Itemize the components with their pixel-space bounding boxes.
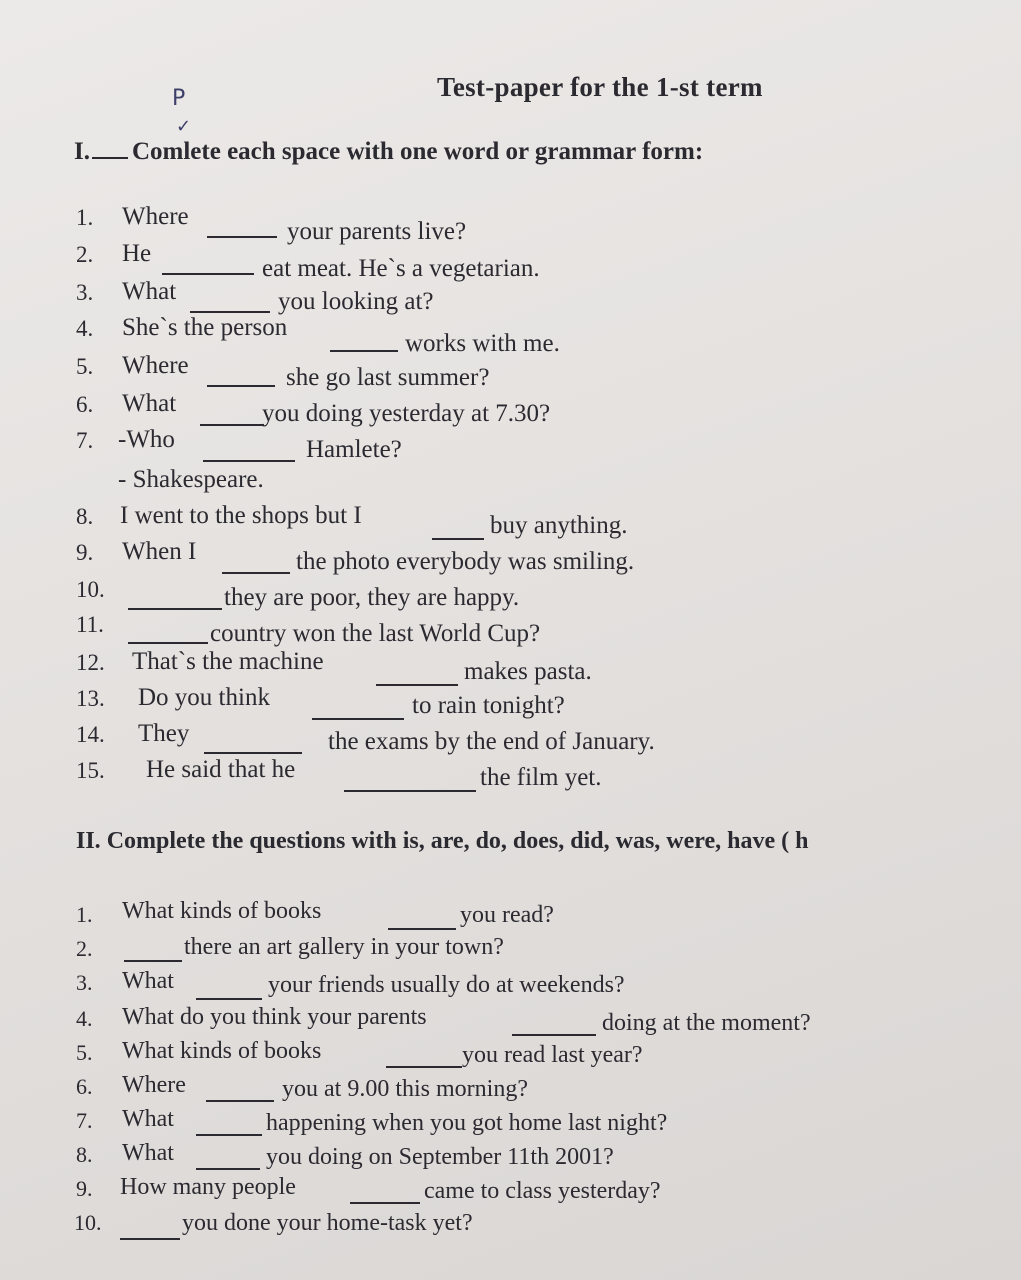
item-number: 8. xyxy=(76,1142,93,1167)
item-after: your parents live? xyxy=(287,218,467,245)
item-before: What xyxy=(122,968,174,994)
item-number: 1. xyxy=(76,902,93,927)
item-after: happening when you got home last night? xyxy=(266,1110,668,1136)
answer-blank[interactable] xyxy=(376,684,458,686)
answer-blank[interactable] xyxy=(432,538,484,540)
answer-blank[interactable] xyxy=(222,572,290,574)
item-after: doing at the moment? xyxy=(602,1010,811,1036)
item-answer-line: - Shakespeare. xyxy=(118,466,264,493)
answer-blank[interactable] xyxy=(204,752,302,754)
answer-blank[interactable] xyxy=(128,642,208,644)
answer-blank[interactable] xyxy=(128,608,222,610)
answer-blank[interactable] xyxy=(312,718,404,720)
item-number: 13. xyxy=(76,686,105,711)
item-before: What xyxy=(122,390,177,417)
item-number: 12. xyxy=(76,650,105,675)
item-number: 7. xyxy=(76,428,94,453)
item-after: she go last summer? xyxy=(286,364,490,391)
item-before: Where xyxy=(122,352,189,379)
item-before: That`s the machine xyxy=(132,648,324,675)
item-number: 11. xyxy=(76,612,104,637)
answer-blank[interactable] xyxy=(388,928,456,930)
item-after: the photo everybody was smiling. xyxy=(296,548,635,575)
answer-blank[interactable] xyxy=(207,236,277,238)
section1-label: I. xyxy=(74,138,90,165)
item-number: 2. xyxy=(76,242,94,267)
item-before: What xyxy=(122,1140,174,1166)
item-before: He xyxy=(122,240,152,267)
item-number: 3. xyxy=(76,970,93,995)
item-number: 10. xyxy=(74,1210,102,1235)
item-after: the exams by the end of January. xyxy=(328,728,655,755)
item-after: they are poor, they are happy. xyxy=(224,584,520,611)
item-before: Where xyxy=(122,1072,186,1098)
item-after: you doing yesterday at 7.30? xyxy=(262,400,551,427)
answer-blank[interactable] xyxy=(344,790,476,792)
item-after: makes pasta. xyxy=(464,658,592,685)
item-before: What xyxy=(122,1106,174,1132)
item-after: eat meat. He`s a vegetarian. xyxy=(262,255,540,282)
answer-blank[interactable] xyxy=(207,385,275,387)
section2-heading xyxy=(76,828,809,855)
answer-blank[interactable] xyxy=(120,1238,180,1240)
item-number: 10. xyxy=(76,577,105,602)
answer-blank[interactable] xyxy=(190,311,270,313)
item-after: you looking at? xyxy=(278,288,434,315)
item-after: works with me. xyxy=(405,330,560,357)
item-before: I went to the shops but I xyxy=(120,502,362,529)
item-after: you read? xyxy=(460,902,554,928)
item-after: you done your home-task yet? xyxy=(182,1210,473,1236)
teacher-mark: P xyxy=(172,86,186,111)
section2-label: II. xyxy=(76,828,101,854)
section1-heading xyxy=(74,138,703,166)
item-number: 6. xyxy=(76,1074,93,1099)
item-after: you read last year? xyxy=(462,1042,643,1068)
item-number: 9. xyxy=(76,540,94,565)
section1-instruction: Comlete each space with one word or grammar form: xyxy=(131,138,704,165)
item-number: 14. xyxy=(76,722,105,747)
item-before: What do you think your parents xyxy=(122,1004,427,1030)
item-after: the film yet. xyxy=(480,764,602,791)
item-before: -Who xyxy=(118,426,175,453)
item-after: you at 9.00 this morning? xyxy=(282,1076,528,1102)
item-number: 9. xyxy=(76,1176,93,1201)
item-number: 4. xyxy=(76,316,94,341)
item-number: 5. xyxy=(76,354,94,379)
item-number: 5. xyxy=(76,1040,93,1065)
item-number: 7. xyxy=(76,1108,93,1133)
item-before: Where xyxy=(122,203,189,230)
item-after: to rain tonight? xyxy=(412,692,565,719)
item-after: there an art gallery in your town? xyxy=(184,934,504,960)
answer-blank[interactable] xyxy=(330,350,398,352)
answer-blank[interactable] xyxy=(350,1202,420,1204)
item-after: came to class yesterday? xyxy=(424,1178,661,1204)
item-before: What kinds of books xyxy=(122,898,322,924)
item-number: 8. xyxy=(76,504,94,529)
answer-blank[interactable] xyxy=(162,273,254,275)
item-before: How many people xyxy=(120,1174,296,1200)
answer-blank[interactable] xyxy=(196,1168,260,1170)
item-after: buy anything. xyxy=(490,512,628,539)
item-before: He said that he xyxy=(146,756,296,783)
item-after: you doing on September 11th 2001? xyxy=(266,1144,614,1170)
answer-blank[interactable] xyxy=(206,1100,274,1102)
check-mark-icon: ✓ xyxy=(176,116,192,137)
item-after: your friends usually do at weekends? xyxy=(268,972,625,998)
section2-instruction: Complete the questions with is, are, do, does, did, was, were, have ( h xyxy=(106,828,809,854)
answer-blank[interactable] xyxy=(124,960,182,962)
item-number: 6. xyxy=(76,392,94,417)
answer-blank[interactable] xyxy=(203,460,295,462)
item-number: 15. xyxy=(76,758,105,783)
answer-blank[interactable] xyxy=(512,1034,596,1036)
item-number: 2. xyxy=(76,936,93,961)
item-after: country won the last World Cup? xyxy=(210,620,541,647)
answer-blank[interactable] xyxy=(200,424,264,426)
item-before: They xyxy=(138,720,190,747)
item-before: She`s the person xyxy=(122,314,288,341)
item-number: 1. xyxy=(76,205,94,230)
item-before: When I xyxy=(122,538,197,565)
answer-blank[interactable] xyxy=(196,1134,262,1136)
answer-blank[interactable] xyxy=(196,998,262,1000)
item-number: 4. xyxy=(76,1006,93,1031)
item-before: What xyxy=(122,278,177,305)
item-after: Hamlete? xyxy=(306,436,402,463)
item-before: Do you think xyxy=(138,684,270,711)
page-title: Test-paper for the 1-st term xyxy=(437,72,763,102)
item-number: 3. xyxy=(76,280,94,305)
answer-blank[interactable] xyxy=(386,1066,462,1068)
item-before: What kinds of books xyxy=(122,1038,322,1064)
